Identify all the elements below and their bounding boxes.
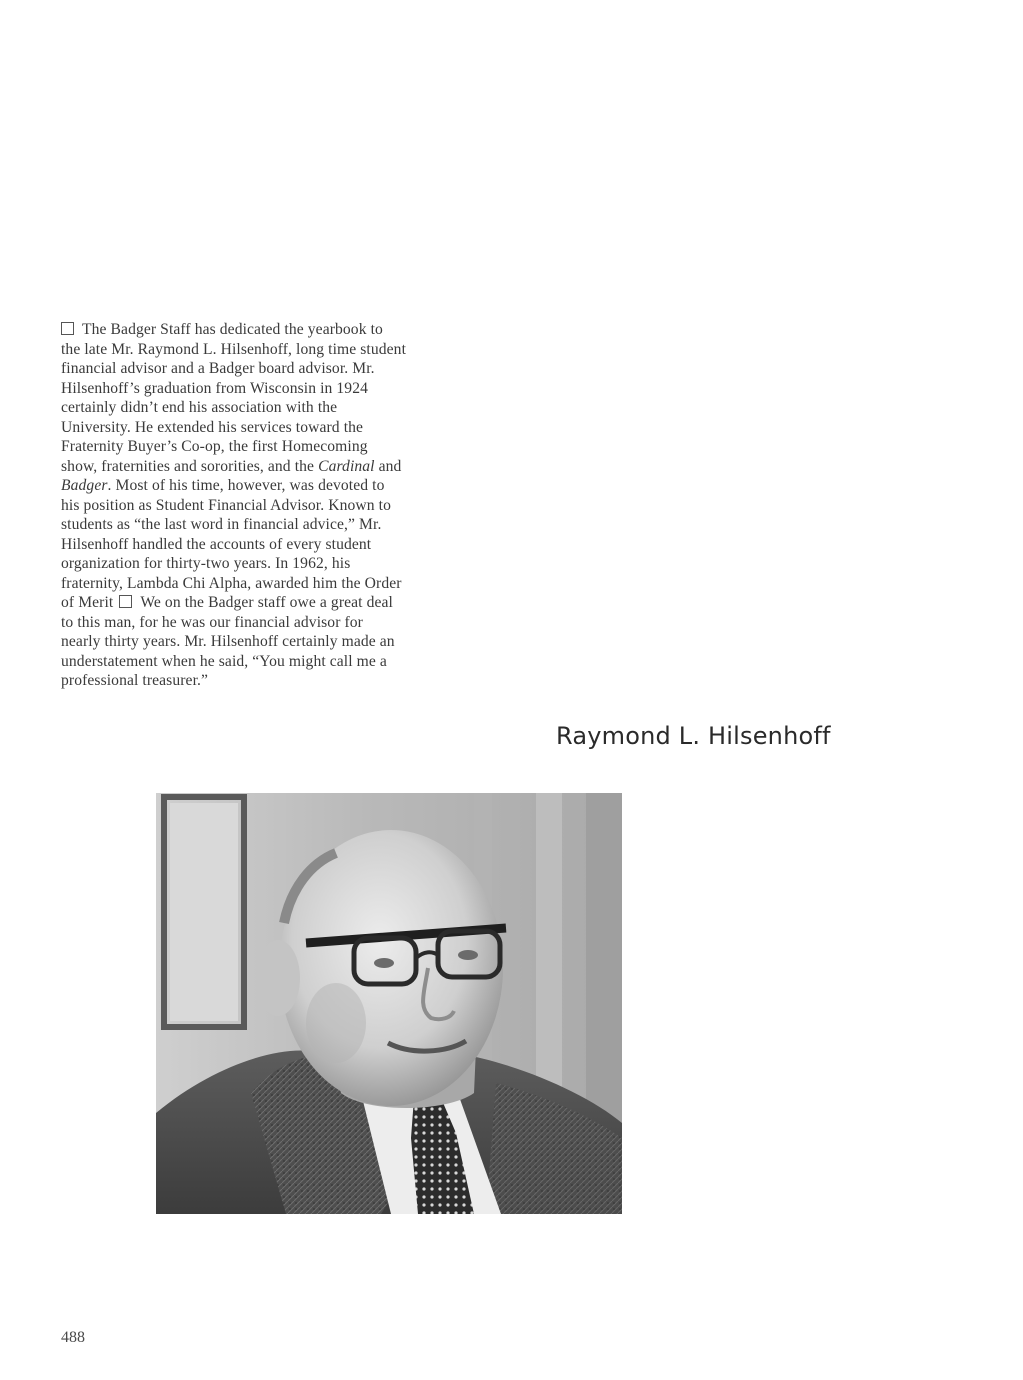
bullet-box-icon [119, 595, 132, 608]
badger-title: Badger [61, 477, 108, 494]
dedication-closing: We on the Badger staff owe a great deal to this man, for he was our financial advisor for nearly thirty years. Mr. Hilsenhoff certainly made an understatement when he said, “You might call me a professional treasurer.” [61, 594, 395, 689]
bullet-box-icon [61, 322, 74, 335]
portrait-photo [156, 793, 622, 1214]
dedication-and: and [374, 457, 402, 475]
page-number: 488 [61, 1329, 85, 1346]
dedication-intro: The Badger Staff has dedicated the yearbook to the late Mr. Raymond L. Hilsenhoff, long time student financial advisor and a Badger board advisor. Mr. Hilsenhoff’s graduation from Wisconsin in 1924 certainly didn’t end his association with the University. He extended his services toward the Fraternity Buyer’s Co-op, the first Homecoming show, fraternities and sororities, and the [61, 321, 406, 475]
portrait-caption: Raymond L. Hilsenhoff [556, 722, 831, 750]
cardinal-title: Cardinal [318, 457, 375, 475]
dedication-middle: . Most of his time, however, was devoted to his position as Student Financial Advisor. Known to students as “the last word in financial advice,” Mr. Hilsenhoff handled the accounts of every student organization for thirty-two years. In 1962, his fraternity, Lambda Chi Alpha, awarded him the Order of Merit [61, 477, 402, 611]
dedication-text [61, 320, 406, 691]
